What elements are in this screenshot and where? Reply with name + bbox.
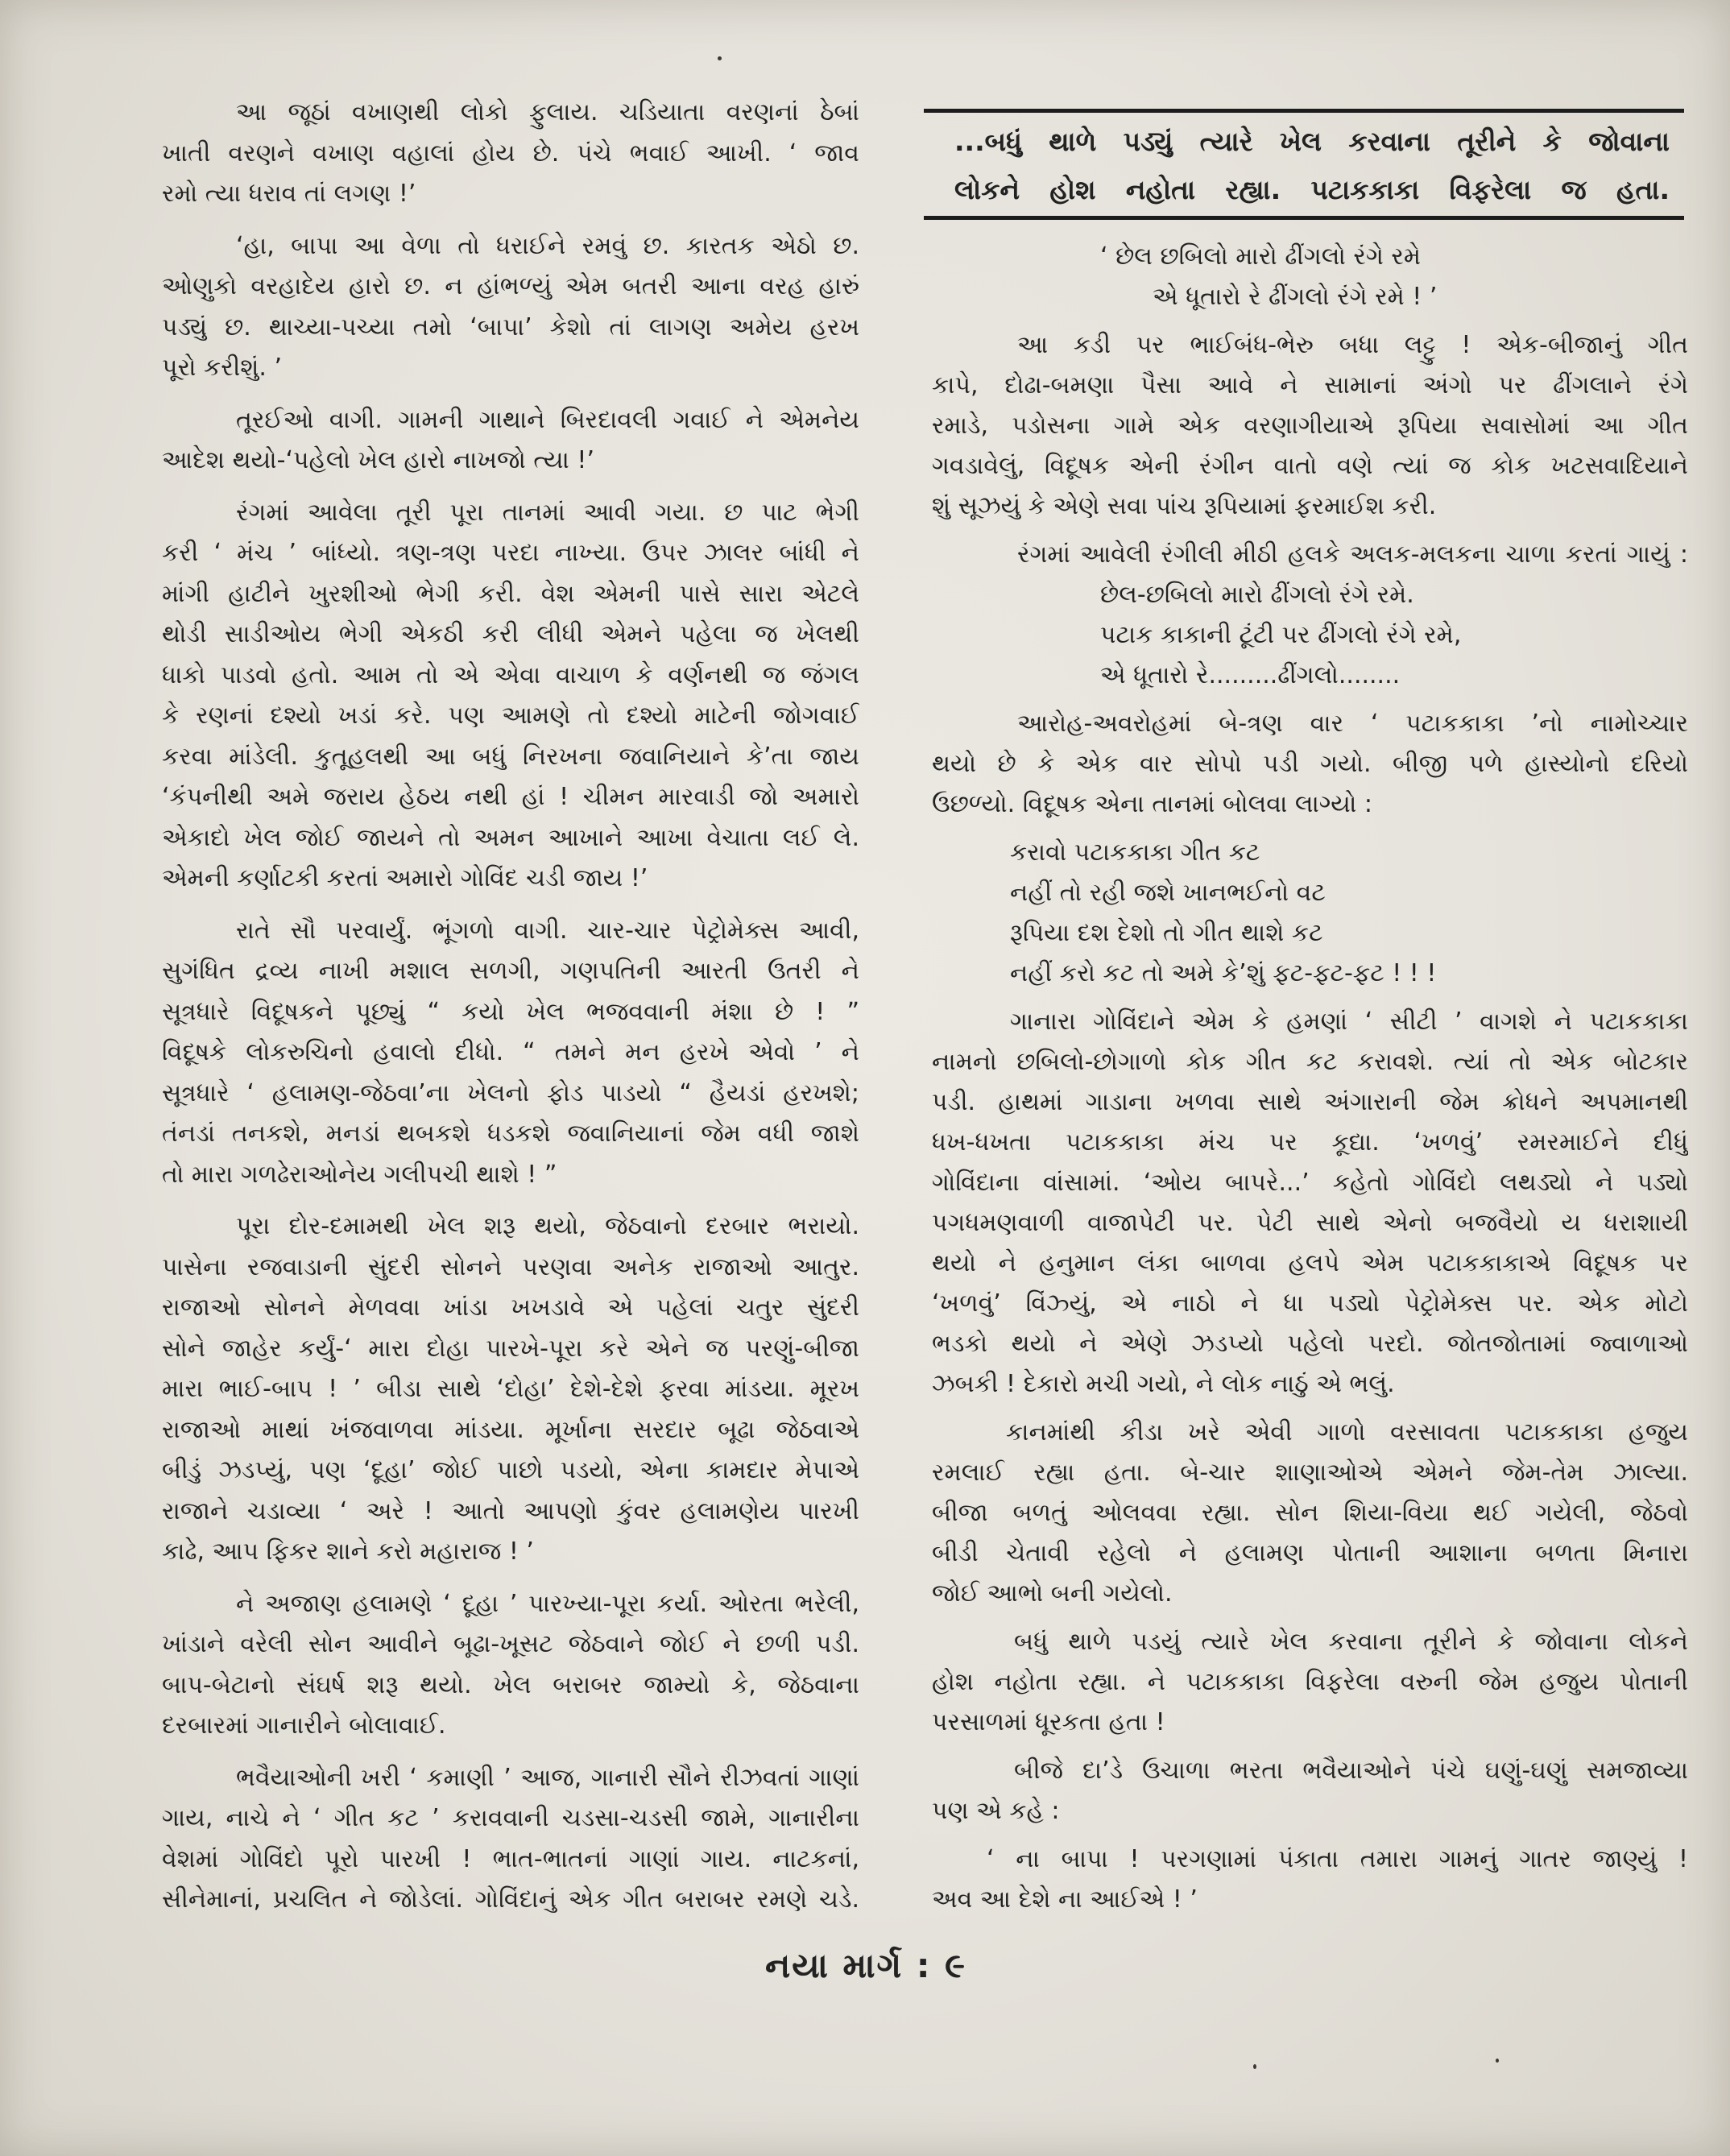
verse-line: પટાક કાકાની ટૂંટી પર ઢીંગલો રંગે રમે,	[1100, 621, 1462, 649]
text-line: સીનેમાનાં, પ્રચલિત ને જોડેલાં. ગોવિંદાનું એક ગીત બરાબર રમણે ચડે.	[162, 1885, 859, 1914]
verse-line: નહીં તો રહી જશે ખાનભઈનો વટ	[1010, 879, 1326, 907]
paragraph	[162, 911, 859, 1196]
paragraph	[932, 1839, 1688, 1920]
pull-quote	[924, 109, 1684, 220]
text-line: રાતે સૌ પરવાર્યું. ભૂંગળો વાગી. ચાર-ચાર પેટ્રોમેક્સ આવી,	[236, 916, 859, 945]
verse-line: રૂપિયા દશ દેશો તો ગીત થાશે કટ	[1010, 919, 1323, 947]
pull-quote-line: લોકને હોશ નહોતા રહ્યા. પટાકકાકા વિફરેલા જ હતા.	[954, 174, 1670, 205]
text-line: વિદૂષકે લોકરુચિનો હવાલો દીધો. “ તમને મન હરખે એવો ’ ને	[162, 1038, 859, 1066]
paragraph	[162, 1206, 859, 1573]
scan-speck	[1496, 2059, 1499, 2063]
paragraph	[932, 1413, 1688, 1614]
text-line: આ કડી પર ભાઈબંધ-ભેરુ બધા લટ્ટુ ! એક-બીજાનું ગીત	[1017, 331, 1688, 359]
text-line: માંગી હાટીને ખુરશીઓ ભેગી કરી. વેશ એમની પાસે સારા એટલે	[162, 579, 859, 608]
paragraph	[162, 1758, 859, 1921]
paragraph	[162, 493, 859, 900]
text-line: એમની કર્ણાટકી કરતાં અમારો ગોવિંદ ચડી જાય !’	[162, 864, 648, 892]
text-line: ખાંડાને વરેલી સોન આવીને બૂઢા-ખૂસટ જેઠવાને જોઈ ને છળી પડી.	[162, 1630, 859, 1658]
scan-speck	[1253, 2064, 1256, 2069]
text-line: ‘હા, બાપા આ વેળા તો ધરાઈને રમવું છ. કારતક એઠો છ.	[236, 231, 859, 260]
text-line: કાપે, દોઢા-બમણા પૈસા આવે ને સામાનાં અંગો પર ઢીંગલાને રંગે	[932, 371, 1688, 399]
verse-line: એ ધૂતારો રે ઢીંગલો રંગે રમે ! ’	[1153, 283, 1438, 311]
text-line: રંગમાં આવેલી રંગીલી મીઠી હલકે અલક-મલકના ચાળા કરતાં ગાયું :	[1017, 540, 1688, 569]
text-line: શું સૂઝયું કે એણે સવા પાંચ રૂપિયામાં ફરમાઈશ કરી.	[932, 492, 1437, 520]
text-line: પૂરો કરીશું. ’	[162, 354, 283, 382]
verse-line: નહીં કરો કટ તો અમે કે’શું ફટ-ફટ-ફટ ! ! !	[1010, 959, 1437, 987]
text-line: સોને જાહેર કર્યું-‘ મારા દોહા પારખે-પૂરા કરે એને જ પરણું-બીજા	[162, 1334, 859, 1363]
text-line: ગાય, નાચે ને ‘ ગીત કટ ’ કરાવવાની ચડસા-ચડસી જામે, ગાનારીના	[162, 1804, 859, 1832]
text-line: ને અજાણ હલામણે ‘ દૂહા ’ પારખ્યા-પૂરા કર્યા. ઓરતા ભરેલી,	[236, 1589, 859, 1618]
text-line: બાપ-બેટાનો સંઘર્ષ શરૂ થયો. ખેલ બરાબર જામ્યો કે, જેઠવાના	[162, 1670, 859, 1699]
verse	[932, 833, 1688, 994]
verse-line: છેલ-છબિલો મારો ઢીંગલો રંગે રમે.	[1100, 581, 1414, 609]
page-folio: નયા માર્ગ : ૯	[764, 1946, 967, 1985]
text-line: ધખ-ધખતા પટાકકાકા મંચ પર કૂદ્યા. ‘ખળવું’ રમરમાઈને દીધું	[932, 1128, 1688, 1157]
text-line: આદેશ થયો-‘પહેલો ખેલ હારો નાખજો ત્યા !’	[162, 446, 594, 474]
text-line: કે રણનાં દશ્યો ખડાં કરે. પણ આમણે તો દશ્યો માટેની જોગવાઈ	[162, 701, 859, 730]
text-line: વેશમાં ગોવિંદો પૂરો પારખી ! ભાત-ભાતનાં ગાણાં ગાય. નાટકનાં,	[162, 1844, 859, 1873]
pull-quote-line: ...બધું થાળે પડ્યું ત્યારે ખેલ કરવાના તૂરીને કે જોવાના	[954, 126, 1670, 157]
text-line: ધાકો પાડવો હતો. આમ તો એ એવા વાચાળ કે વર્ણનથી જ જંગલ	[162, 660, 859, 689]
text-line: કાઢે, આપ ફિકર શાને કરો મહારાજ ! ’	[162, 1537, 534, 1566]
text-line: ‘ ના બાપા ! પરગણામાં પંકાતા તમારા ગામનું ગાતર જાણ્યું !	[987, 1845, 1688, 1873]
text-line: ‘ખળવું’ વિંઝ્યું, એ નાઠો ને ધા પડ્યો પેટ્રોમેક્સ પર. એક મોટો	[932, 1289, 1688, 1318]
text-line: રાજાઓ માથાં ખંજવાળવા માંડયા. મૂર્ખાના સરદાર બૂઢા જેઠવાએ	[162, 1415, 859, 1444]
text-line: ગવડાવેલું, વિદૂષક એની રંગીન વાતો વણે ત્યાં જ કોક ખટસવાદિયાને	[932, 452, 1688, 480]
text-line: તંનડાં તનકશે, મનડાં થબકશે ધડકશે જવાનિયાનાં જેમ વધી જાશે	[162, 1119, 859, 1148]
text-line: ‘કંપનીથી અમે જરાય હેઠય નથી હાં ! ચીમન મારવાડી જો અમારો	[162, 783, 859, 811]
text-line: ઓણુકો વરહાદેય હારો છ. ન હાંભળ્યું એમ બતરી આના વરહ હારું	[162, 272, 859, 300]
text-line: નામનો છબિલો-છોગાળો કોક ગીત કટ કરાવશે. ત્યાં તો એક બોટકાર	[932, 1048, 1688, 1076]
text-line: કરવા માંડેલી. કુતૂહલથી આ બધું નિરખના જવાનિયાને કે’તા જાય	[162, 742, 859, 771]
text-line: પડ્યું છ. થાચ્યા-પચ્યા તમો ‘બાપા’ કેશો તાં લાગણ અમેય હરખ	[162, 312, 859, 341]
text-line: ભવૈયાઓની ખરી ‘ કમાણી ’ આજ, ગાનારી સૌને રીઝવતાં ગાણાં	[236, 1763, 859, 1792]
paragraph	[162, 226, 859, 389]
paragraph	[162, 1584, 859, 1747]
text-line: બીડી ચેતાવી રહેલો ને હલામણ પોતાની આશાના બળતા મિનારા	[932, 1539, 1688, 1567]
text-line: સુગંધિત દ્રવ્ય નાખી મશાલ સળગી, ગણપતિની આરતી ઉતરી ને	[162, 957, 859, 985]
text-line: પાસેના રજવાડાની સુંદરી સોનને પરણવા અનેક રાજાઓ આતુર.	[162, 1252, 859, 1281]
text-line: દરબારમાં ગાનારીને બોલાવાઈ.	[162, 1711, 446, 1740]
text-line: થોડી સાડીઓય ભેગી એકઠી કરી લીધી એમને પહેલા જ ખેલથી	[162, 620, 859, 648]
text-line: સૂત્રધારે વિદૂષકને પૂછ્યું “ કયો ખેલ ભજવવાની મંશા છે ! ”	[162, 997, 859, 1026]
text-line: કરી ‘ મંચ ’ બાંધ્યો. ત્રણ-ત્રણ પરદા નાખ્યા. ઉપર ઝાલર બાંધી ને	[162, 539, 859, 567]
paragraph	[932, 535, 1688, 696]
text-line: આ જૂઠાં વખાણથી લોકો ફુલાય. ચડિયાતા વરણનાં ઠેબાં	[236, 98, 859, 126]
text-line: રમો ત્યા ધરાવ તાં લગણ !’	[162, 180, 416, 208]
text-line: રંગમાં આવેલા તૂરી પૂરા તાનમાં આવી ગયા. છ પાટ ભેગી	[236, 498, 859, 527]
text-line: પડી. હાથમાં ગાડાના ખળવા સાથે અંગારાની જેમ ક્રોધને અપમાનથી	[932, 1088, 1688, 1116]
text-line: પરસાળમાં ધૂરકતા હતા !	[932, 1708, 1165, 1736]
text-line: ગોવિંદાના વાંસામાં. ‘ઓય બાપરે...’ કહેતો ગોવિંદો લથડ્યો ને પડ્યો	[932, 1169, 1688, 1197]
paragraph	[932, 1751, 1688, 1831]
text-line: રમલાઈ રહ્યા હતા. બે-ચાર શાણાઓએ એમને જેમ-તેમ ઝાલ્યા.	[932, 1459, 1688, 1487]
text-line: રાજાઓ સોનને મેળવવા ખાંડા ખખડાવે એ પહેલાં ચતુર સુંદરી	[162, 1293, 859, 1322]
text-line: ગાનારા ગોવિંદાને એમ કે હમણાં ‘ સીટી ’ વાગશે ને પટાકકાકા	[1010, 1008, 1688, 1036]
text-line: ઝબકી ! દેકારો મચી ગયો, ને લોક નાઠું એ ભલું.	[932, 1370, 1395, 1398]
text-line: આરોહ-અવરોહમાં બે-ત્રણ વાર ‘ પટાકકાકા ’નો નામોચ્ચાર	[1017, 710, 1688, 738]
verse-line: કરાવો પટાકકાકા ગીત કટ	[1010, 838, 1260, 867]
text-line: રાજાને ચડાવ્યા ‘ અરે ! આતો આપણો કુંવર હલામણેય પારખી	[162, 1496, 859, 1525]
text-line: એકાદો ખેલ જોઈ જાયને તો અમન આખાને આખા વેચાતા લઈ લે.	[162, 823, 859, 852]
verse-line: એ ધૂતારો રે.........ઢીંગલો........	[1100, 661, 1401, 689]
right-column	[932, 237, 1688, 1920]
paragraph	[932, 325, 1688, 527]
left-column	[162, 93, 859, 1921]
paragraph	[932, 1622, 1688, 1743]
paragraph	[932, 1002, 1688, 1405]
text-line: થયો છે કે એક વાર સોપો પડી ગયો. બીજી પળે હાસ્યોનો દરિયો	[932, 750, 1688, 778]
text-line: ઉછળ્યો. વિદૂષક એના તાનમાં બોલવા લાગ્યો :	[932, 790, 1372, 818]
verse	[932, 237, 1688, 317]
text-line: થયો ને હનુમાન લંકા બાળવા હલપે એમ પટાકકાકાએ વિદૂષક પર	[932, 1249, 1688, 1277]
text-line: રમાડે, પડોસના ગામે એક વરણાગીયાએ રૂપિયા સવાસોમાં આ ગીત	[932, 412, 1688, 440]
text-line: અવ આ દેશે ના આઈએ ! ’	[932, 1885, 1198, 1914]
text-line: સૂત્રધારે ‘ હલામણ-જેઠવા’ના ખેલનો ફોડ પાડયો “ હૈયડાં હરખશે;	[162, 1078, 859, 1107]
paragraph	[932, 704, 1688, 825]
text-line: પણ એ કહે :	[932, 1797, 1060, 1825]
text-line: બીજે દા’ડે ઉચાળા ભરતા ભવૈયાઓને પંચે ઘણું-ઘણું સમજાવ્યા	[1014, 1757, 1688, 1785]
text-line: બીજા બળતું ઓલવવા રહ્યા. સોન શિયા-વિયા થઈ ગયેલી, જેઠવો	[932, 1499, 1688, 1527]
text-line: જોઈ આભો બની ગયેલો.	[932, 1579, 1173, 1608]
verse-line: ‘ છેલ છબિલો મારો ઢીંગલો રંગે રમે	[1100, 242, 1422, 271]
text-line: ખાતી વરણને વખાણ વહાલાં હોય છે. પંચે ભવાઈ આખી. ‘ જાવ	[162, 139, 859, 168]
text-line: કાનમાંથી કીડા ખરે એવી ગાળો વરસાવતા પટાકકાકા હજુય	[1006, 1418, 1688, 1446]
text-line: હોશ નહોતા રહ્યા. ને પટાકકાકા વિફરેલા વરુની જેમ હજુય પોતાની	[932, 1668, 1688, 1696]
text-line: પૂરા દોર-દમામથી ખેલ શરૂ થયો, જેઠવાનો દરબાર ભરાયો.	[236, 1212, 859, 1240]
text-line: પગધમણવાળી વાજાપેટી પર. પેટી સાથે એનો બજવૈયો ય ધરાશાયી	[932, 1209, 1688, 1237]
text-line: બધું થાળે પડયું ત્યારે ખેલ કરવાના તૂરીને કે જોવાના લોકને	[1014, 1628, 1688, 1656]
scan-speck	[718, 56, 722, 60]
text-line: મારા ભાઈ-બાપ ! ’ બીડા સાથે ‘દોહા’ દેશે-દેશે ફરવા માંડયા. મૂરખ	[162, 1375, 859, 1403]
paragraph	[162, 400, 859, 482]
text-line: બીડું ઝડપ્યું, પણ ‘દૂહા’ જોઈ પાછો પડયો, એના કામદાર મેપાએ	[162, 1456, 859, 1484]
text-line: તૂરઈઓ વાગી. ગામની ગાથાને બિરદાવલી ગવાઈ ને એમનેય	[236, 405, 859, 434]
paragraph	[162, 93, 859, 215]
text-line: ભડકો થયો ને એણે ઝડપ્યો પહેલો પરદો. જોતજોતામાં જ્વાળાઓ	[932, 1330, 1688, 1358]
text-line: તો મારા ગળઢેરાઓનેય ગલીપચી થાશે ! ”	[162, 1160, 557, 1189]
